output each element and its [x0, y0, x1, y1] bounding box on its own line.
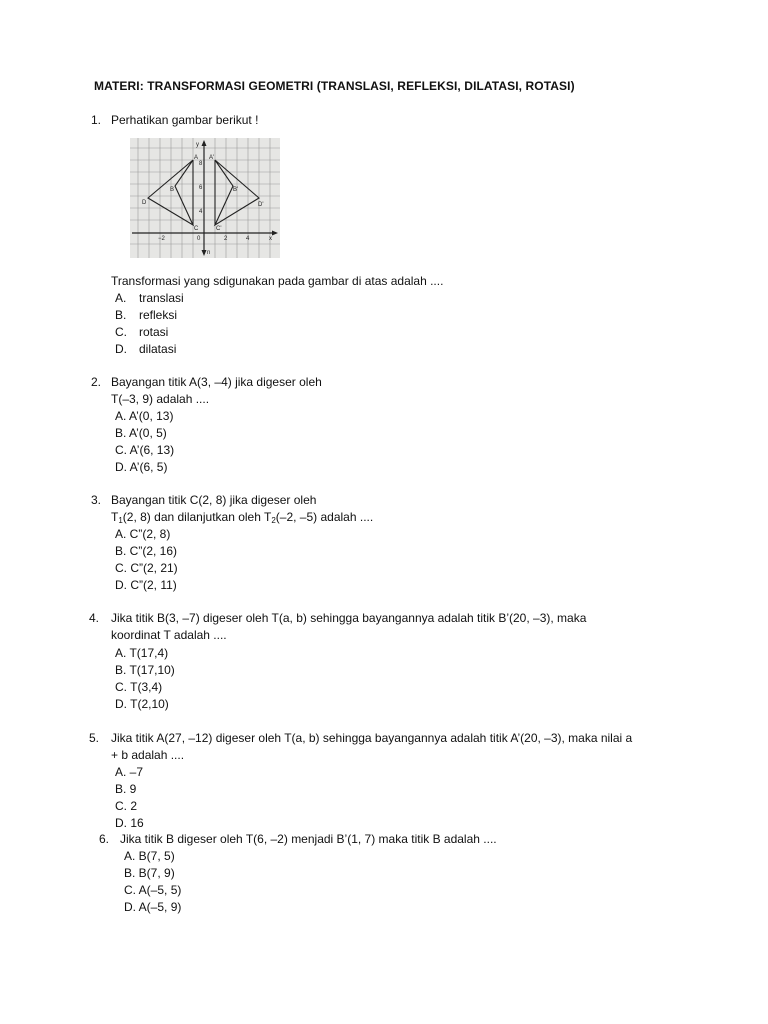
tick-x-minus2: −2: [158, 236, 165, 242]
q3-option-b: B. C”(2, 16): [115, 544, 178, 558]
page-title: MATERI: TRANSFORMASI GEOMETRI (TRANSLASI, REFLEKSI, DILATASI, ROTASI): [94, 79, 575, 93]
q6-number: 6.: [99, 832, 110, 846]
q1-option-c: C. rotasi: [115, 325, 169, 339]
tick-x-4: 4: [246, 236, 250, 242]
tick-y-8: 8: [199, 161, 203, 167]
q4-number: 4.: [89, 611, 100, 625]
q2-option-c: C. A’(6, 13): [115, 443, 175, 457]
transformation-figure: [130, 138, 280, 258]
q5-line1: Jika titik A(27, –12) digeser oleh T(a, b) sehingga bayangannya adalah titik A’(20, –3), maka nilai a: [111, 731, 633, 745]
q2-option-d: D. A’(6, 5): [115, 460, 168, 474]
q2-line1: Bayangan titik A(3, –4) jika digeser oleh: [111, 375, 322, 389]
tick-x-0: 0: [197, 236, 201, 242]
label-D: D: [142, 200, 147, 206]
q4-option-a: A. T(17,4): [115, 646, 169, 660]
q4-option-d: D. T(2,10): [115, 697, 169, 711]
label-B: B: [170, 187, 175, 193]
q6-option-d: D. A(–5, 9): [124, 900, 182, 914]
q2-line2: T(–3, 9) adalah ....: [111, 392, 210, 406]
q1-option-d: D. dilatasi: [115, 342, 177, 356]
q1-question: Transformasi yang sdigunakan pada gambar di atas adalah ....: [111, 274, 444, 288]
q6-line1: Jika titik B digeser oleh T(6, –2) menjadi B’(1, 7) maka titik B adalah ....: [120, 832, 497, 846]
q1-text: Perhatikan gambar berikut !: [111, 113, 259, 127]
q5-option-c: C. 2: [115, 799, 138, 813]
q4-option-b: B. T(17,10): [115, 663, 175, 677]
q6-option-c: C. A(–5, 5): [124, 883, 182, 897]
label-C-prime: C': [216, 226, 222, 232]
q5-line2: + b adalah ....: [111, 748, 185, 762]
label-y-axis: y: [196, 142, 199, 148]
q4-line1: Jika titik B(3, –7) digeser oleh T(a, b) sehingga bayangannya adalah titik B’(20, –3), maka: [111, 611, 587, 625]
tick-y-4: 4: [199, 209, 203, 215]
label-A-prime: A': [209, 155, 215, 161]
q5-option-d: D. 16: [115, 816, 144, 830]
tick-x-2: 2: [224, 236, 228, 242]
q3-line2: $T_1(2$, 8) dan dilanjutkan oleh $T_2(-2$, –5) adalah ....: [111, 510, 374, 525]
label-x-axis: x: [269, 236, 272, 242]
q2-option-b: B. A’(0, 5): [115, 426, 167, 440]
label-B-prime: B': [233, 187, 239, 193]
label-n: n: [207, 250, 211, 256]
label-A: A: [194, 155, 199, 161]
q1-option-b: B. refleksi: [115, 308, 178, 322]
q3-option-d: D. C”(2, 11): [115, 578, 177, 592]
q5-option-b: B. 9: [115, 782, 137, 796]
q2-number: 2.: [91, 375, 102, 389]
q3-number: 3.: [91, 493, 102, 507]
q3-line1: Bayangan titik C(2, 8) jika digeser oleh: [111, 493, 317, 507]
q3-option-a: A. C”(2, 8): [115, 527, 171, 541]
q4-line2: koordinat T adalah ....: [111, 628, 227, 642]
q1-option-a: A. translasi: [115, 291, 184, 305]
q6-option-b: B. B(7, 9): [124, 866, 175, 880]
q2-option-a: A. A’(0, 13): [115, 409, 174, 423]
q5-number: 5.: [89, 731, 100, 745]
q1-number: 1.: [91, 113, 102, 127]
label-D-prime: D': [258, 202, 264, 208]
q3-option-c: C. C”(2, 21): [115, 561, 178, 575]
tick-y-6: 6: [199, 185, 203, 191]
label-C: C: [194, 226, 199, 232]
q4-option-c: C. T(3,4): [115, 680, 163, 694]
q5-option-a: A. –7: [115, 765, 144, 779]
q6-option-a: A. B(7, 5): [124, 849, 175, 863]
